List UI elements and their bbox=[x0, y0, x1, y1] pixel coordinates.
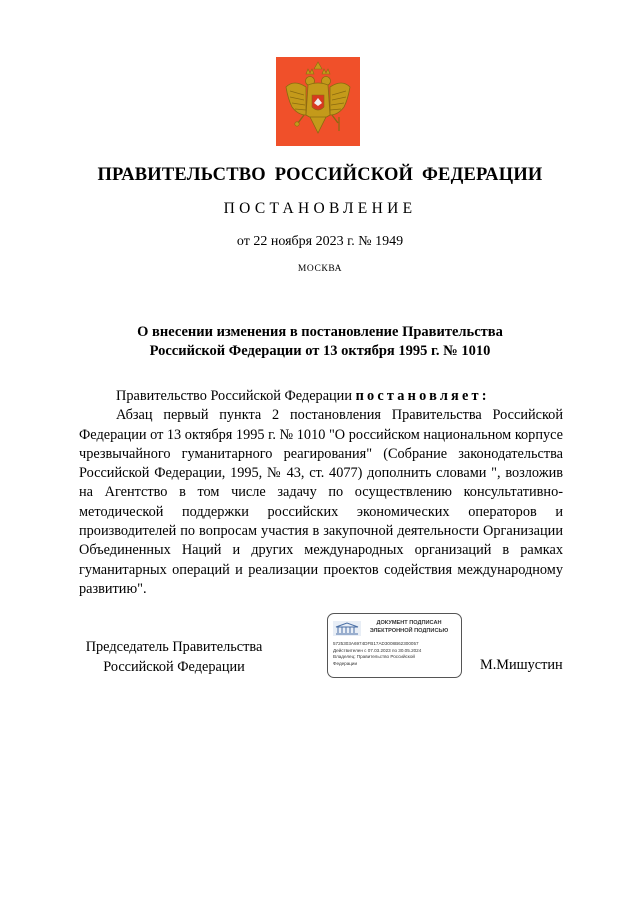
resolution-intro bbox=[79, 387, 563, 406]
certificate-owner-line-1: Владелец: Правительство Российской bbox=[333, 654, 415, 660]
subject-line-2: Российской Федерации от 13 октября 1995 г. № 1010 bbox=[149, 343, 491, 359]
resolution-paragraph: Абзац первый пункта 2 постановления Правительства Российской Федерации от 13 октября 1995 г. № 1010 "О российском национальном корпусе чрезвычайного гуманитарного реагирования" (Собрание законодательства Российской Федерации, 1995, № 43, ст. 4077) дополнить словами ", возложив на Агентство в том числе задачу по осуществлению консультативно-методической поддержки российских экономических операторов и производителей по вопросам участия в закупочной деятельности Организации Объединенных Наций и других международных организаций в рамках гуманитарных операций и реализации проектов содействия международному развитию". bbox=[79, 407, 563, 597]
emblem-logo-icon bbox=[333, 621, 361, 636]
certificate-serial: 5725303A6974DFB17AD3008B62300057 bbox=[333, 641, 419, 646]
electronic-signature-stamp bbox=[327, 613, 462, 678]
stamp-title-line-2: ЭЛЕКТРОННОЙ ПОДПИСЬЮ bbox=[369, 628, 449, 634]
signer-name: М.Мишустин bbox=[480, 657, 563, 673]
stamp-details bbox=[333, 641, 461, 667]
date-and-number: от 22 ноября 2023 г. № 1949 bbox=[236, 234, 404, 249]
certificate-validity: Действителен с 07.03.2023 по 30.05.2024 bbox=[333, 647, 422, 653]
coat-of-arms-emblem bbox=[276, 57, 360, 146]
city: МОСКВА bbox=[297, 264, 343, 274]
signer-position-line-2: Российской Федерации bbox=[103, 658, 245, 675]
stamp-title-line-1: ДОКУМЕНТ ПОДПИСАН bbox=[376, 620, 442, 626]
signer-position bbox=[60, 638, 288, 677]
certificate-owner-line-2: Федерации bbox=[333, 660, 358, 666]
document-body bbox=[79, 387, 563, 599]
government-title: ПРАВИТЕЛЬСТВО РОССИЙСКОЙ ФЕДЕРАЦИИ bbox=[97, 165, 543, 185]
signer-position-line-1: Председатель Правительства bbox=[85, 639, 263, 655]
intro-text: Правительство Российской Федерации bbox=[116, 388, 356, 404]
resolves-word: постановляет: bbox=[355, 388, 490, 404]
subject-line-1: О внесении изменения в постановление Правительства bbox=[137, 324, 503, 340]
document-subject bbox=[80, 323, 560, 361]
document-type: ПОСТАНОВЛЕНИЕ bbox=[223, 200, 417, 217]
stamp-title bbox=[358, 619, 460, 635]
